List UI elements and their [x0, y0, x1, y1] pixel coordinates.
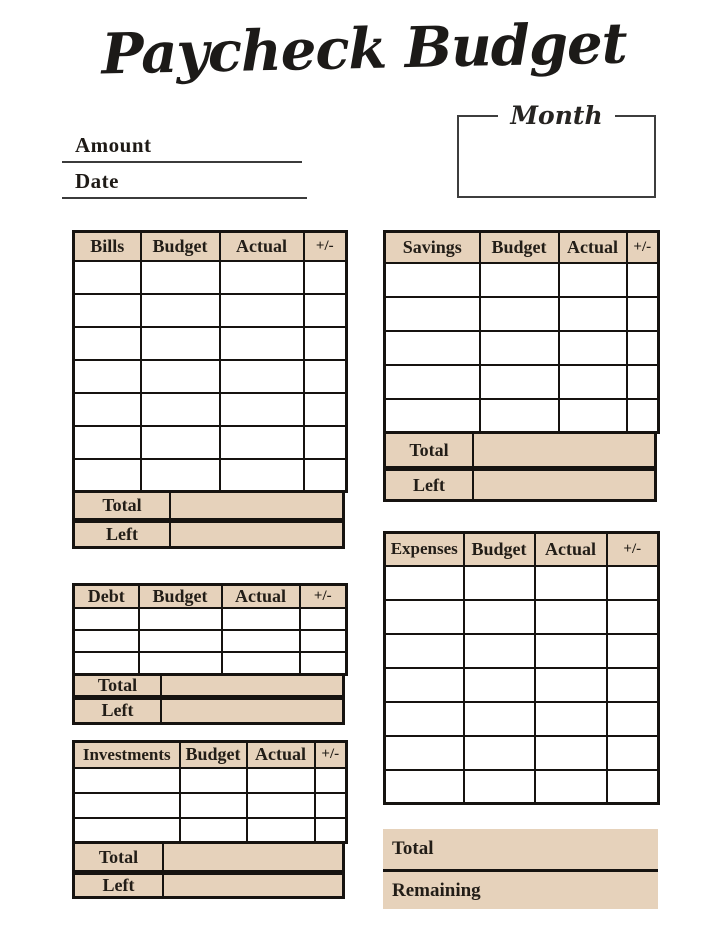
column-header-bills: Bills	[74, 232, 141, 261]
blank-cell[interactable]	[480, 331, 559, 365]
column-header-actual: Actual	[247, 742, 315, 768]
blank-row	[385, 566, 659, 600]
blank-cell[interactable]	[220, 459, 304, 492]
blank-row	[74, 793, 347, 818]
header-row	[74, 742, 347, 768]
blank-cell[interactable]	[559, 331, 627, 365]
blank-cell[interactable]	[74, 393, 141, 426]
blank-cell[interactable]	[180, 818, 247, 843]
column-header-budget: Budget	[141, 232, 220, 261]
blank-row	[74, 261, 347, 294]
blank-cell[interactable]	[141, 459, 220, 492]
total-label: Total	[75, 844, 164, 870]
blank-cell[interactable]	[464, 566, 535, 600]
header-row	[74, 585, 347, 609]
blank-cell[interactable]	[535, 566, 607, 600]
column-header-debt: Debt	[74, 585, 139, 609]
blank-cell[interactable]	[559, 263, 627, 297]
blank-cell[interactable]	[607, 600, 659, 634]
blank-cell[interactable]	[220, 327, 304, 360]
blank-cell[interactable]	[300, 630, 347, 652]
blank-cell[interactable]	[627, 365, 659, 399]
blank-cell[interactable]	[559, 365, 627, 399]
left-row	[72, 521, 345, 549]
blank-row	[74, 360, 347, 393]
blank-cell[interactable]	[304, 261, 347, 294]
blank-row	[385, 736, 659, 770]
blank-cell[interactable]	[141, 294, 220, 327]
blank-cell[interactable]	[464, 736, 535, 770]
blank-row	[74, 327, 347, 360]
blank-row	[385, 770, 659, 804]
column-header-actual: Actual	[220, 232, 304, 261]
total-value-cell[interactable]	[171, 493, 342, 518]
blank-cell[interactable]	[220, 426, 304, 459]
column-header-diff: +/-	[627, 232, 659, 263]
blank-row	[385, 634, 659, 668]
summary-total-label: Total	[392, 838, 434, 859]
blank-row	[385, 263, 659, 297]
blank-cell[interactable]	[180, 768, 247, 793]
total-label: Total	[386, 434, 474, 466]
blank-cell[interactable]	[607, 634, 659, 668]
blank-cell[interactable]	[535, 668, 607, 702]
total-row	[72, 844, 345, 873]
blank-cell[interactable]	[385, 331, 480, 365]
blank-cell[interactable]	[464, 634, 535, 668]
total-row	[72, 676, 345, 698]
date-input-line[interactable]	[62, 197, 307, 199]
left-row	[72, 873, 345, 899]
blank-cell[interactable]	[222, 652, 300, 674]
blank-row	[74, 426, 347, 459]
column-header-budget: Budget	[480, 232, 559, 263]
total-value-cell[interactable]	[164, 844, 342, 870]
blank-row	[74, 393, 347, 426]
header-row	[385, 533, 659, 566]
blank-cell[interactable]	[74, 818, 180, 843]
blank-cell[interactable]	[480, 365, 559, 399]
blank-cell[interactable]	[627, 263, 659, 297]
total-row	[383, 434, 657, 469]
amount-label: Amount	[75, 133, 152, 157]
debt-table	[72, 583, 345, 725]
blank-cell[interactable]	[304, 426, 347, 459]
blank-cell[interactable]	[222, 630, 300, 652]
blank-cell[interactable]	[141, 426, 220, 459]
blank-cell[interactable]	[220, 393, 304, 426]
column-header-diff: +/-	[607, 533, 659, 566]
blank-row	[385, 297, 659, 331]
header-row	[74, 232, 347, 261]
column-header-budget: Budget	[139, 585, 222, 609]
savings-table	[383, 230, 657, 502]
blank-cell[interactable]	[607, 770, 659, 804]
left-label: Left	[75, 700, 162, 722]
blank-row	[385, 399, 659, 433]
page-title: Paycheck Budget	[100, 10, 628, 88]
column-header-actual: Actual	[559, 232, 627, 263]
month-input-box[interactable]	[457, 101, 656, 198]
blank-cell[interactable]	[220, 360, 304, 393]
blank-cell[interactable]	[559, 399, 627, 433]
blank-cell[interactable]	[535, 702, 607, 736]
blank-cell[interactable]	[480, 399, 559, 433]
blank-row	[74, 768, 347, 793]
blank-cell[interactable]	[141, 261, 220, 294]
blank-cell[interactable]	[74, 360, 141, 393]
date-label: Date	[75, 169, 119, 193]
column-header-savings: Savings	[385, 232, 480, 263]
blank-cell[interactable]	[559, 297, 627, 331]
blank-cell[interactable]	[385, 297, 480, 331]
blank-cell[interactable]	[464, 702, 535, 736]
blank-cell[interactable]	[300, 652, 347, 674]
date-field	[62, 169, 307, 199]
left-label: Left	[386, 471, 474, 499]
blank-row	[74, 818, 347, 843]
blank-cell[interactable]	[247, 768, 315, 793]
expenses-table	[383, 531, 657, 805]
blank-cell[interactable]	[300, 608, 347, 630]
blank-cell[interactable]	[304, 294, 347, 327]
blank-cell[interactable]	[74, 768, 180, 793]
blank-cell[interactable]	[139, 652, 222, 674]
blank-cell[interactable]	[74, 608, 139, 630]
blank-cell[interactable]	[74, 652, 139, 674]
left-label: Left	[75, 875, 164, 896]
blank-cell[interactable]	[480, 297, 559, 331]
left-label: Left	[75, 523, 171, 546]
month-label: Month	[510, 101, 603, 130]
blank-cell[interactable]	[627, 331, 659, 365]
blank-cell[interactable]	[627, 297, 659, 331]
column-header-investments: Investments	[74, 742, 180, 768]
blank-cell[interactable]	[247, 793, 315, 818]
blank-cell[interactable]	[385, 566, 464, 600]
blank-cell[interactable]	[247, 818, 315, 843]
blank-cell[interactable]	[74, 261, 141, 294]
blank-cell[interactable]	[139, 630, 222, 652]
blank-cell[interactable]	[464, 600, 535, 634]
blank-cell[interactable]	[535, 770, 607, 804]
blank-cell[interactable]	[385, 702, 464, 736]
blank-cell[interactable]	[315, 793, 347, 818]
column-header-actual: Actual	[222, 585, 300, 609]
blank-row	[74, 630, 347, 652]
blank-cell[interactable]	[74, 426, 141, 459]
column-header-budget: Budget	[180, 742, 247, 768]
blank-row	[385, 331, 659, 365]
blank-cell[interactable]	[385, 770, 464, 804]
column-header-diff: +/-	[304, 232, 347, 261]
column-header-diff: +/-	[300, 585, 347, 609]
blank-cell[interactable]	[74, 294, 141, 327]
blank-cell[interactable]	[74, 327, 141, 360]
total-value-cell[interactable]	[162, 676, 342, 695]
blank-cell[interactable]	[385, 634, 464, 668]
total-row	[72, 493, 345, 521]
left-row	[72, 698, 345, 725]
blank-cell[interactable]	[385, 263, 480, 297]
blank-row	[74, 652, 347, 674]
total-value-cell[interactable]	[474, 434, 654, 466]
column-header-diff: +/-	[315, 742, 347, 768]
blank-cell[interactable]	[74, 459, 141, 492]
blank-cell[interactable]	[535, 634, 607, 668]
column-header-budget: Budget	[464, 533, 535, 566]
header-row	[385, 232, 659, 263]
total-label: Total	[75, 493, 171, 518]
bills-table	[72, 230, 345, 549]
blank-row	[385, 365, 659, 399]
blank-cell[interactable]	[535, 600, 607, 634]
blank-row	[385, 702, 659, 736]
blank-cell[interactable]	[607, 702, 659, 736]
blank-cell[interactable]	[220, 294, 304, 327]
blank-cell[interactable]	[141, 360, 220, 393]
blank-cell[interactable]	[385, 399, 480, 433]
left-value-cell[interactable]	[474, 471, 654, 499]
blank-cell[interactable]	[464, 668, 535, 702]
blank-cell[interactable]	[385, 736, 464, 770]
blank-row	[385, 668, 659, 702]
amount-input-line[interactable]	[62, 161, 302, 163]
amount-field	[62, 133, 302, 163]
blank-cell[interactable]	[180, 793, 247, 818]
blank-cell[interactable]	[480, 263, 559, 297]
blank-cell[interactable]	[315, 818, 347, 843]
blank-row	[74, 459, 347, 492]
column-header-actual: Actual	[535, 533, 607, 566]
blank-cell[interactable]	[385, 600, 464, 634]
blank-cell[interactable]	[385, 365, 480, 399]
summary-remaining-row[interactable]	[383, 869, 658, 909]
left-value-cell[interactable]	[162, 700, 342, 722]
blank-row	[385, 600, 659, 634]
blank-cell[interactable]	[141, 327, 220, 360]
investments-table	[72, 740, 345, 899]
total-label: Total	[75, 676, 162, 695]
blank-cell[interactable]	[607, 668, 659, 702]
blank-cell[interactable]	[304, 393, 347, 426]
left-value-cell[interactable]	[171, 523, 342, 546]
blank-row	[74, 608, 347, 630]
blank-row	[74, 294, 347, 327]
column-header-expenses: Expenses	[385, 533, 464, 566]
blank-cell[interactable]	[607, 566, 659, 600]
blank-cell[interactable]	[607, 736, 659, 770]
blank-cell[interactable]	[464, 770, 535, 804]
blank-cell[interactable]	[535, 736, 607, 770]
blank-cell[interactable]	[385, 668, 464, 702]
blank-cell[interactable]	[139, 608, 222, 630]
blank-cell[interactable]	[141, 393, 220, 426]
summary-remaining-label: Remaining	[392, 879, 481, 901]
blank-cell[interactable]	[222, 608, 300, 630]
blank-cell[interactable]	[304, 327, 347, 360]
blank-cell[interactable]	[74, 630, 139, 652]
blank-cell[interactable]	[627, 399, 659, 433]
blank-cell[interactable]	[304, 459, 347, 492]
summary-total-row[interactable]	[383, 829, 658, 869]
blank-cell[interactable]	[315, 768, 347, 793]
blank-cell[interactable]	[220, 261, 304, 294]
summary-block	[383, 829, 658, 909]
blank-cell[interactable]	[74, 793, 180, 818]
blank-cell[interactable]	[304, 360, 347, 393]
left-value-cell[interactable]	[164, 875, 342, 896]
left-row	[383, 469, 657, 502]
